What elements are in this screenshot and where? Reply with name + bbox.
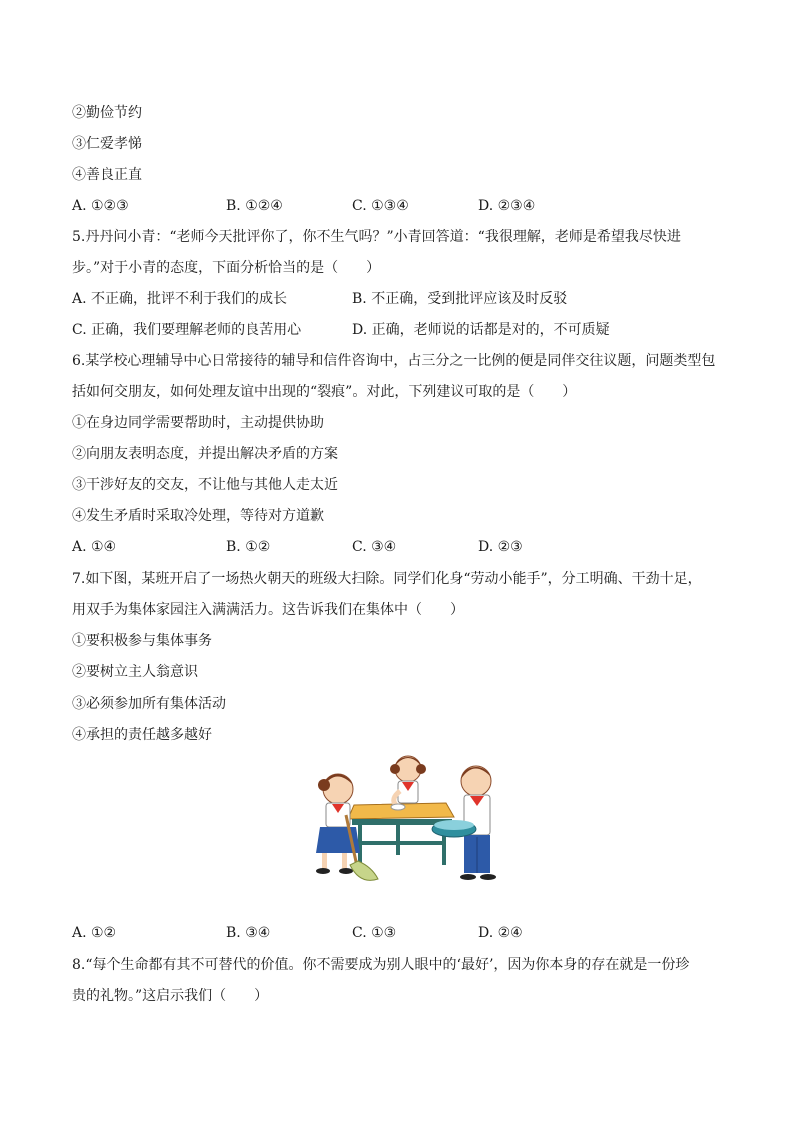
q6-option-b[interactable]: B. ①② xyxy=(226,539,271,555)
q7-item-1: ①要积极参与集体事务 xyxy=(72,633,212,649)
q6-item-3: ③干涉好友的交友，不让他与其他人走太近 xyxy=(72,477,338,493)
q6-stem-line-1: 6.某学校心理辅导中心日常接待的辅导和信件咨询中，占三分之一比例的便是同伴交往议题，问题类型包 xyxy=(72,353,716,369)
pre-item-4: ④善良正直 xyxy=(72,167,142,183)
pre-item-3: ③仁爱孝悌 xyxy=(72,136,142,152)
q6-option-a[interactable]: A. ①④ xyxy=(72,539,117,555)
q5-stem-line-1: 5.丹丹问小青：“老师今天批评你了，你不生气吗？”小青回答道：“我很理解，老师是希望我尽快进 xyxy=(72,229,681,245)
boy-with-basin-image xyxy=(432,766,496,880)
q5-option-a[interactable]: A. 不正确，批评不利于我们的成长 xyxy=(72,291,288,307)
q7-item-4: ④承担的责任越多越好 xyxy=(72,727,212,743)
pre-option-b[interactable]: B. ①②④ xyxy=(226,198,283,214)
q6-item-2: ②向朋友表明态度，并提出解决矛盾的方案 xyxy=(72,446,338,462)
q8-stem-line-2: 贵的礼物。”这启示我们（ ） xyxy=(72,988,269,1004)
q7-option-a[interactable]: A. ①② xyxy=(72,925,117,941)
pre-item-2: ②勤俭节约 xyxy=(72,105,142,121)
q6-item-1: ①在身边同学需要帮助时，主动提供协助 xyxy=(72,415,324,431)
q7-item-2: ②要树立主人翁意识 xyxy=(72,664,198,680)
q7-option-b[interactable]: B. ③④ xyxy=(226,925,271,941)
q7-option-d[interactable]: D. ②④ xyxy=(478,925,523,941)
cleaning-illustration xyxy=(296,745,506,895)
pre-option-c[interactable]: C. ①③④ xyxy=(352,198,409,214)
q8-stem-line-1: 8.“每个生命都有其不可替代的价值。你不需要成为别人眼中的‘最好’，因为你本身的存在就是一份珍 xyxy=(72,957,690,973)
q6-option-c[interactable]: C. ③④ xyxy=(352,539,397,555)
girl-sweeping-image xyxy=(316,774,378,880)
girl-wiping-image xyxy=(390,756,426,810)
q6-option-d[interactable]: D. ②③ xyxy=(478,539,523,555)
q6-stem-line-2: 括如何交朋友，如何处理友谊中出现的“裂痕”。对此，下列建议可取的是（ ） xyxy=(72,384,577,400)
pre-option-a[interactable]: A. ①②③ xyxy=(72,198,129,214)
q5-option-b[interactable]: B. 不正确，受到批评应该及时反驳 xyxy=(352,291,568,307)
q7-stem-line-2: 用双手为集体家园注入满满活力。这告诉我们在集体中（ ） xyxy=(72,602,464,618)
q7-option-c[interactable]: C. ①③ xyxy=(352,925,397,941)
q5-option-c[interactable]: C. 正确，我们要理解老师的良苦用心 xyxy=(72,322,302,338)
q7-stem-line-1: 7.如下图，某班开启了一场热火朝天的班级大扫除。同学们化身“劳动小能手”，分工明确、干劲十足， xyxy=(72,571,702,587)
q5-stem-line-2: 步。”对于小青的态度，下面分析恰当的是（ ） xyxy=(72,260,381,276)
q7-item-3: ③必须参加所有集体活动 xyxy=(72,696,226,712)
q6-item-4: ④发生矛盾时采取冷处理，等待对方道歉 xyxy=(72,508,324,524)
pre-option-d[interactable]: D. ②③④ xyxy=(478,198,536,214)
q5-option-d[interactable]: D. 正确，老师说的话都是对的，不可质疑 xyxy=(352,322,610,338)
